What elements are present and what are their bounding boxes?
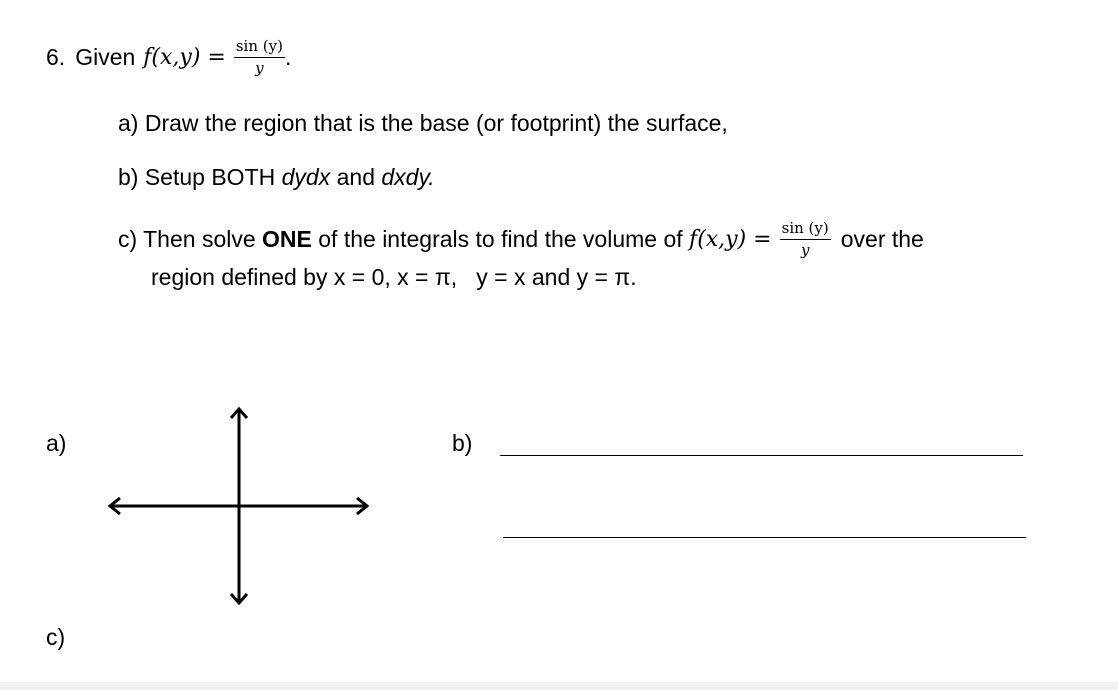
answer-line-1[interactable]: [500, 455, 1023, 456]
part-c-suffix: over the: [840, 225, 924, 252]
part-b-and: and: [330, 164, 382, 190]
part-c-numerator: sin (y): [780, 220, 831, 240]
part-c-mid: of the integrals to find the volume of: [311, 225, 690, 252]
part-b-text: [118, 164, 435, 191]
given-label: Given: [75, 43, 136, 70]
part-c-bold: ONE: [262, 225, 312, 252]
page-bottom-strip: [0, 682, 1118, 690]
answer-label-c: c): [46, 624, 66, 650]
function-expression: f(x,y) =: [143, 44, 226, 70]
problem-header: [46, 34, 291, 80]
part-a-text: a) Draw the region that is the base (or footprint) the surface,: [118, 110, 728, 136]
answer-label-a: a): [46, 430, 67, 456]
part-c-function: f(x,y) =: [689, 226, 772, 252]
part-c-line1: [118, 216, 924, 262]
part-c-line2: region defined by x = 0, x = π, y = x and y = π.: [151, 264, 637, 290]
answer-label-b: b): [452, 430, 473, 456]
part-b-dxdy: dxdy.: [381, 164, 435, 190]
fraction-denominator: y: [255, 58, 264, 77]
part-c-prefix: c) Then solve: [118, 225, 263, 252]
function-fraction: [234, 38, 285, 76]
fraction-numerator: sin (y): [234, 38, 285, 58]
answer-line-2[interactable]: [503, 537, 1026, 538]
part-b-dydx: dydx: [281, 164, 331, 190]
part-c-denominator: y: [800, 240, 810, 259]
problem-number: 6.: [46, 43, 66, 70]
coordinate-axes: [100, 400, 380, 615]
header-period: .: [284, 43, 292, 70]
part-b-prefix: b) Setup BOTH: [118, 164, 282, 190]
part-c-fraction: [780, 220, 831, 258]
